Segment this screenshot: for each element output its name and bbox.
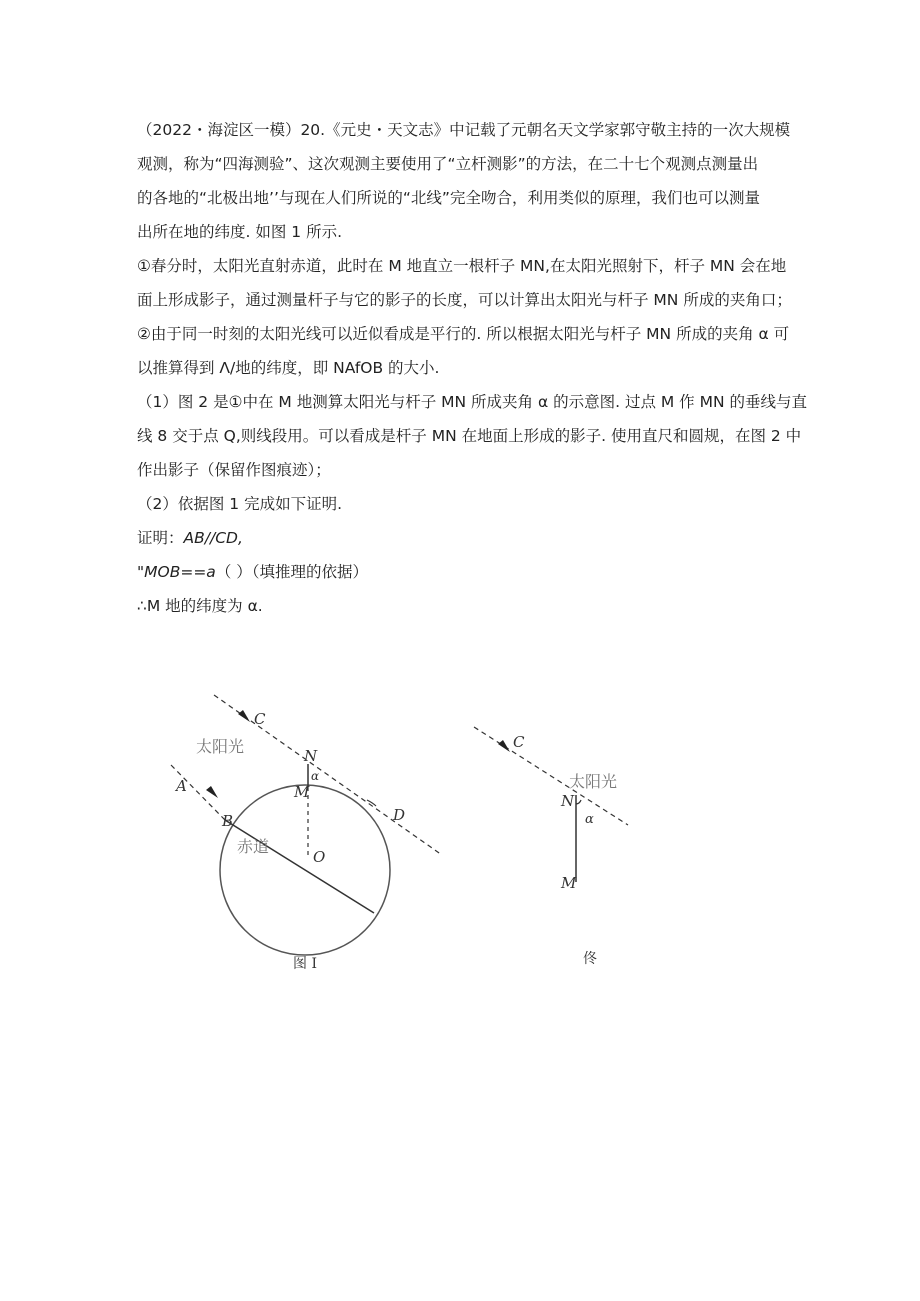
label-n: N xyxy=(304,747,318,765)
problem-line-11: 作出影子（保留作图痕迹）； xyxy=(137,461,331,479)
label-b: B xyxy=(222,812,234,830)
label-o: O xyxy=(313,848,326,866)
equator-line xyxy=(225,820,374,913)
label-alpha: α xyxy=(311,769,320,783)
label-equator: 赤道 xyxy=(237,837,270,856)
label-d: D xyxy=(393,806,406,824)
problem-line-10: 线 8 交于点 Q,则线段用。可以看成是杆子 MN 在地面上形成的影子. 使用直尺和圆规，在图 2 中 xyxy=(137,427,802,445)
problem-line-9: （1）图 2 是①中在 M 地测算太阳光与杆子 MN 所成夹角 α 的示意图. 过点 M 作 MN 的垂线与直 xyxy=(137,393,807,411)
label-c: C xyxy=(513,733,525,751)
proof-expression: AB//CD, xyxy=(183,529,243,547)
label-m: M xyxy=(294,783,310,801)
figure-2-caption: 佟 xyxy=(583,951,597,967)
label-sunlight: 太阳光 xyxy=(196,737,245,756)
problem-line-3: 的各地的“北极出地’’与现在人们所说的“北线”完全吻合，利用类似的原理，我们也可以测量 xyxy=(137,189,760,207)
figure-1 xyxy=(171,695,442,972)
label-c: C xyxy=(254,710,266,728)
conclusion-line: ∴M 地的纬度为 α. xyxy=(137,597,263,615)
proof-label: 证明： xyxy=(137,529,184,547)
problem-line-4: 出所在地的纬度. 如图 1 所示. xyxy=(137,223,342,241)
problem-line-2: 观测，称为“四海测验”、这次观测主要使用了“立杆测影”的方法，在二十七个观测点测量出 xyxy=(137,155,759,173)
problem-line-12: （2）依据图 1 完成如下证明. xyxy=(137,495,343,513)
arrow-ab xyxy=(206,786,218,798)
label-n: N xyxy=(561,792,575,810)
problem-line-5: ①春分时，太阳光直射赤道，此时在 M 地直立一根杆子 MN,在太阳光照射下，杆子 MN 会在地 xyxy=(137,257,787,275)
problem-line-6: 面上形成影子，通过测量杆子与它的影子的长度，可以计算出太阳光与杆子 MN 所成的夹角口； xyxy=(137,291,792,309)
arrow-cd xyxy=(238,710,250,722)
figure-2 xyxy=(474,727,628,967)
figure-1-caption: 图 I xyxy=(293,956,317,972)
problem-line-7: ②由于同一时刻的太阳光线可以近似看成是平行的. 所以根据太阳光与杆子 MN 所成的夹角 α 可 xyxy=(137,325,790,343)
proof-step-expression: "MOB==a xyxy=(137,563,216,581)
label-alpha: α xyxy=(585,812,594,827)
label-m: M xyxy=(561,874,577,892)
problem-line-8: 以推算得到 Λ/地的纬度，即 NAfOB 的大小. xyxy=(137,359,440,377)
label-sunlight: 太阳光 xyxy=(569,772,618,791)
label-a: A xyxy=(176,777,187,795)
problem-line-1: （2022・海淀区一模）20.《元史・天文志》中记载了元朝名天文学家郭守敬主持的一次大规模 xyxy=(137,121,791,139)
proof-step-note: （ ）（填推理的依据） xyxy=(215,563,368,581)
arrow-c xyxy=(498,740,510,752)
